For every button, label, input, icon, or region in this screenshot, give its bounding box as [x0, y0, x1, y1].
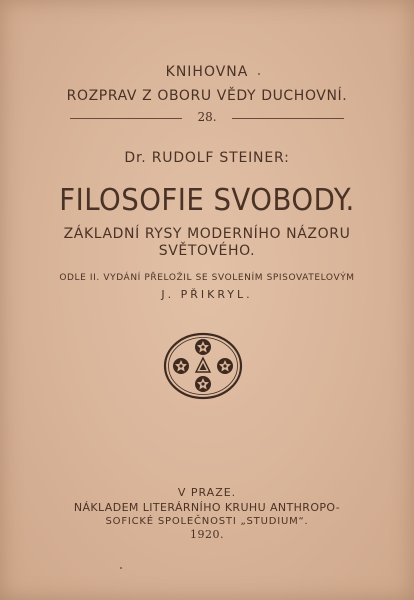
- paper-speck: [120, 567, 122, 569]
- publisher-emblem-icon: [163, 332, 243, 400]
- author-name: Dr. RUDOLF STEINER:: [124, 150, 290, 166]
- series-number-row: [60, 110, 354, 126]
- translator-name: J. PŘIKRYL.: [161, 288, 253, 301]
- imprint-publisher-line-1: NÁKLADEM LITERÁRNÍHO KRUHU ANTHROPO-: [73, 501, 341, 514]
- imprint-place: V PRAZE.: [177, 486, 237, 499]
- series-title-line-2: ROZPRAV Z OBORU VĚDY DUCHOVNÍ.: [66, 88, 348, 104]
- book-title: FILOSOFIE SVOBODY.: [59, 183, 355, 218]
- right-rule: [232, 118, 344, 119]
- translation-note: ODLE II. VYDÁNÍ PŘELOŽIL SE SVOLENÍM SPISOVATELOVÝM: [59, 273, 355, 283]
- paper-speck: [258, 73, 260, 75]
- series-title-line-1: KNIHOVNA: [165, 64, 249, 80]
- imprint-publisher-line-2: SOFICKÉ SPOLEČNOSTI „STUDIUM“.: [105, 516, 309, 527]
- publication-year: 1920.: [190, 528, 224, 541]
- subtitle-line-1: ZÁKLADNÍ RYSY MODERNÍHO NÁZORU: [63, 226, 351, 242]
- subtitle-line-2: SVĚTOVÉHO.: [158, 243, 256, 259]
- series-number: 28.: [197, 110, 217, 124]
